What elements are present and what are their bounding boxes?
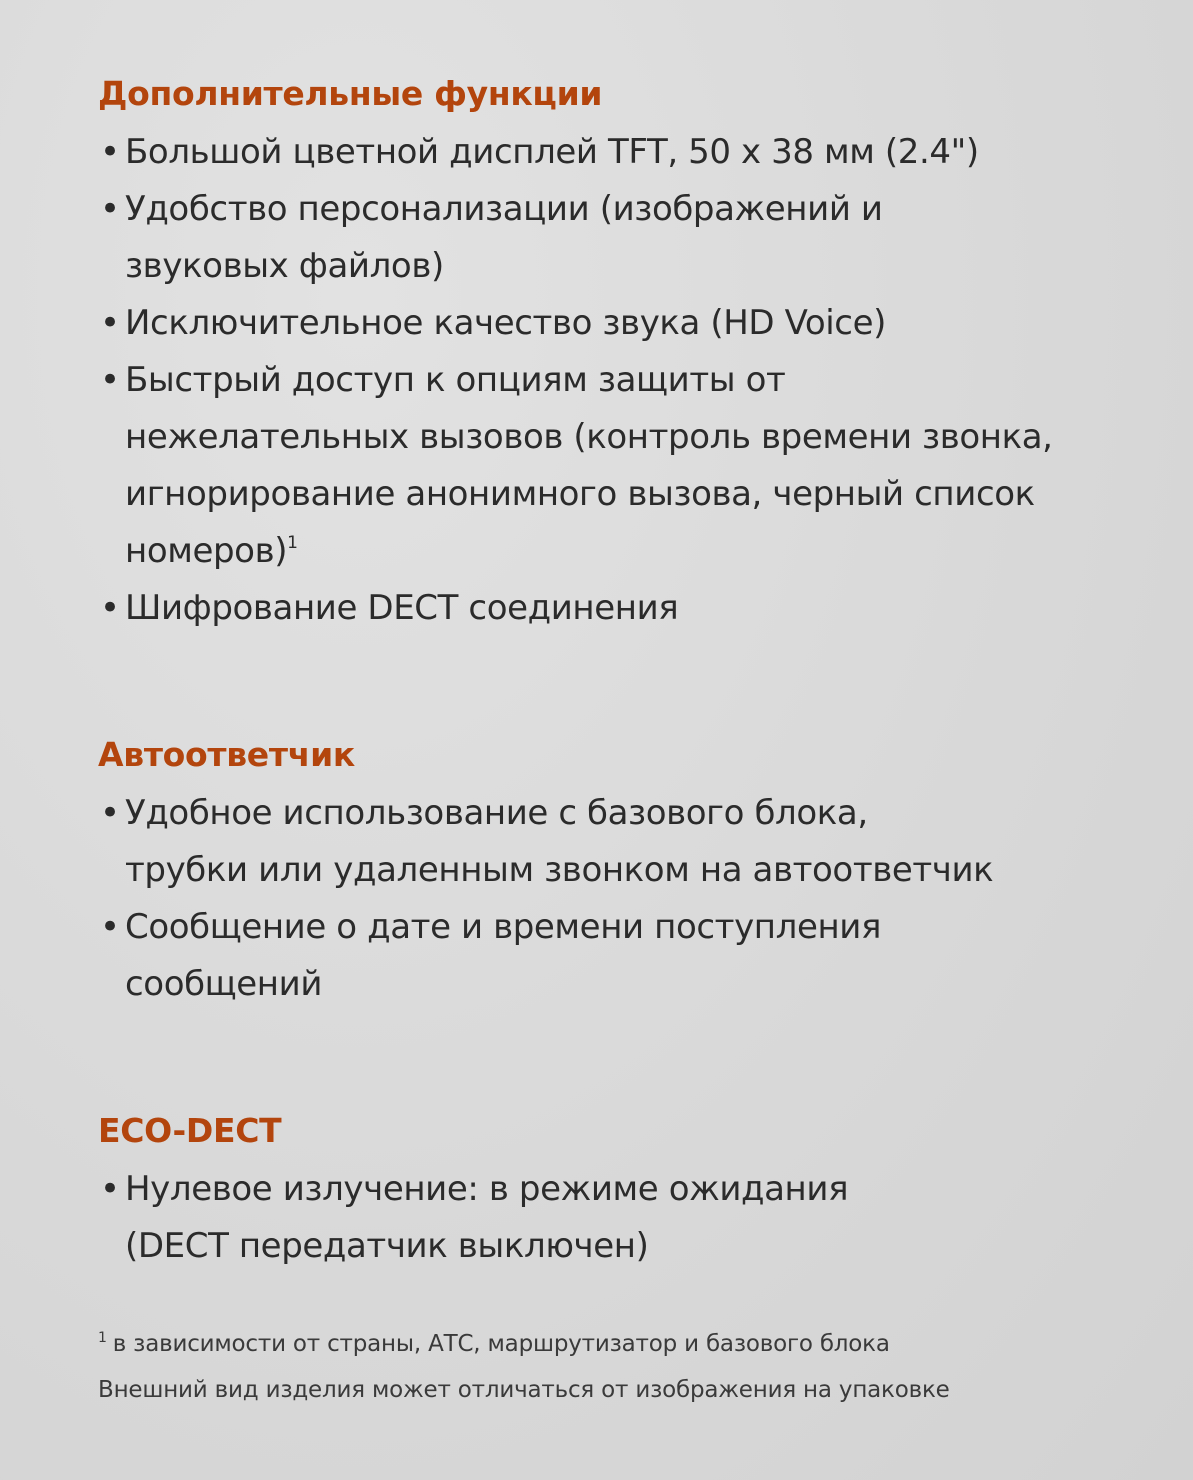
footnotes <box>98 1321 1158 1413</box>
item-text: Удобное использование с базового блока, трубки или удаленным звонком на автоответчик <box>125 793 994 890</box>
list-item <box>98 181 1158 295</box>
bullet-icon: • <box>100 588 120 628</box>
item-text: Сообщение о дате и времени поступления сообщений <box>125 907 882 1004</box>
section-heading: Дополнительные функции <box>98 74 603 113</box>
item-text: Большой цветной дисплей TFT, 50 x 38 мм (2.4") <box>125 132 979 172</box>
list-item <box>98 352 1158 580</box>
item-text: Быстрый доступ к опциям защиты от нежелательных вызовов (контроль времени звонка, игнорирование анонимного вызова, черный список номеров) <box>125 360 1053 571</box>
list-item <box>98 580 1158 637</box>
list-item <box>98 124 1158 181</box>
item-text: Исключительное качество звука (HD Voice) <box>125 303 886 343</box>
item-text: Удобство персонализации (изображений и звуковых файлов) <box>125 189 883 286</box>
feature-list <box>98 1161 1158 1275</box>
feature-list <box>98 124 1158 637</box>
footnote <box>98 1321 1158 1367</box>
bullet-icon: • <box>100 132 120 172</box>
bullet-icon: • <box>100 360 120 400</box>
item-text: Шифрование DECT соединения <box>125 588 679 628</box>
bullet-icon: • <box>100 189 120 229</box>
section-additional-features <box>98 70 1158 637</box>
bullet-icon: • <box>100 1169 120 1209</box>
section-eco-dect <box>98 1107 1158 1275</box>
list-item <box>98 899 1158 1013</box>
list-item <box>98 785 1158 899</box>
list-item <box>98 295 1158 352</box>
section-heading: ECO-DECT <box>98 1111 282 1150</box>
bullet-icon: • <box>100 907 120 947</box>
section-answering-machine <box>98 731 1158 1013</box>
list-item <box>98 1161 1158 1275</box>
bullet-icon: • <box>100 793 120 833</box>
footnote-marker: 1 <box>287 533 298 553</box>
footnote-text: в зависимости от страны, АТС, маршрутизатор и базового блока <box>112 1331 890 1357</box>
feature-list <box>98 785 1158 1013</box>
bullet-icon: • <box>100 303 120 343</box>
disclaimer: Внешний вид изделия может отличаться от изображения на упаковке <box>98 1377 950 1403</box>
item-text: Нулевое излучение: в режиме ожидания (DECT передатчик выключен) <box>125 1169 849 1266</box>
spec-page <box>98 70 1158 1413</box>
footnote-marker: 1 <box>98 1330 107 1346</box>
section-heading: Автоответчик <box>98 735 355 774</box>
